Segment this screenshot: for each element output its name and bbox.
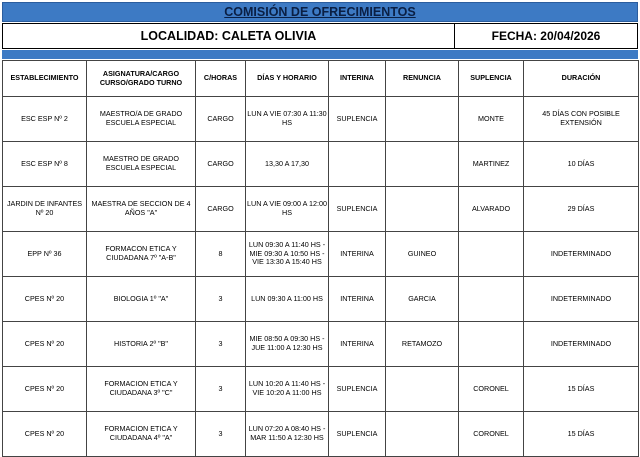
cell-dias-horario: LUN A VIE 09:00 A 12:00 HS	[246, 187, 329, 232]
cell-asignatura: FORMACION ETICA Y CIUDADANA 3º "C"	[87, 367, 196, 412]
table-row	[3, 232, 639, 277]
cell-asignatura: BIOLOGIA 1º "A"	[87, 277, 196, 322]
cell-horas: 3	[196, 412, 246, 457]
info-row	[2, 23, 638, 49]
cell-suplencia	[459, 322, 524, 367]
cell-renuncia	[386, 97, 459, 142]
localidad-label: LOCALIDAD: CALETA OLIVIA	[3, 24, 455, 48]
cell-horas: 3	[196, 367, 246, 412]
page-title: COMISIÓN DE OFRECIMIENTOS	[224, 5, 416, 19]
col-header-renuncia: RENUNCIA	[386, 61, 459, 97]
cell-renuncia	[386, 142, 459, 187]
cell-renuncia: GUINEO	[386, 232, 459, 277]
table-header-row	[3, 61, 639, 97]
cell-horas: 8	[196, 232, 246, 277]
cell-suplencia: MONTE	[459, 97, 524, 142]
cell-duracion: INDETERMINADO	[524, 322, 639, 367]
col-header-dias-horario: DÍAS Y HORARIO	[246, 61, 329, 97]
cell-horas: CARGO	[196, 187, 246, 232]
col-header-asignatura: ASIGNATURA/CARGO CURSO/GRADO TURNO	[87, 61, 196, 97]
cell-horas: 3	[196, 277, 246, 322]
fecha-label: FECHA: 20/04/2026	[491, 29, 601, 43]
title-bar	[2, 2, 638, 22]
cell-horas: CARGO	[196, 97, 246, 142]
cell-duracion: INDETERMINADO	[524, 232, 639, 277]
cell-duracion: 29 DÍAS	[524, 187, 639, 232]
cell-suplencia: MARTINEZ	[459, 142, 524, 187]
col-header-interina: INTERINA	[329, 61, 386, 97]
cell-asignatura: FORMACON ETICA Y CIUDADANA 7º "A-B"	[87, 232, 196, 277]
cell-horas: 3	[196, 322, 246, 367]
cell-interina: SUPLENCIA	[329, 97, 386, 142]
cell-asignatura: MAESTRO/A DE GRADO ESCUELA ESPECIAL	[87, 97, 196, 142]
cell-duracion: INDETERMINADO	[524, 277, 639, 322]
col-header-horas: C/HORAS	[196, 61, 246, 97]
cell-dias-horario: 13,30 A 17,30	[246, 142, 329, 187]
cell-interina: INTERINA	[329, 322, 386, 367]
cell-renuncia	[386, 412, 459, 457]
cell-asignatura: MAESTRO DE GRADO ESCUELA ESPECIAL	[87, 142, 196, 187]
cell-dias-horario: LUN A VIE 07:30 A 11:30 HS	[246, 97, 329, 142]
cell-dias-horario: LUN 09:30 A 11:00 HS	[246, 277, 329, 322]
table-row	[3, 277, 639, 322]
cell-duracion: 15 DÍAS	[524, 412, 639, 457]
cell-suplencia: CORONEL	[459, 367, 524, 412]
cell-dias-horario: LUN 07:20 A 08:40 HS - MAR 11:50 A 12:30 HS	[246, 412, 329, 457]
table-row	[3, 412, 639, 457]
cell-interina: INTERINA	[329, 232, 386, 277]
cell-dias-horario: LUN 10:20 A 11:40 HS - VIE 10:20 A 11:00 HS	[246, 367, 329, 412]
cell-suplencia	[459, 277, 524, 322]
table-row	[3, 97, 639, 142]
cell-renuncia: GARCIA	[386, 277, 459, 322]
cell-suplencia: ALVARADO	[459, 187, 524, 232]
cell-interina: INTERINA	[329, 277, 386, 322]
cell-horas: CARGO	[196, 142, 246, 187]
cell-duracion: 15 DÍAS	[524, 367, 639, 412]
col-header-duracion: DURACIÓN	[524, 61, 639, 97]
cell-suplencia	[459, 232, 524, 277]
cell-establecimiento: EPP Nº 36	[3, 232, 87, 277]
cell-asignatura: HISTORIA 2º "B"	[87, 322, 196, 367]
header-band	[2, 50, 638, 59]
cell-dias-horario: LUN 09:30 A 11:40 HS - MIE 09:30 A 10:50 HS - VIE 13:30 A 15:40 HS	[246, 232, 329, 277]
cell-asignatura: FORMACION ETICA Y CIUDADANA 4º "A"	[87, 412, 196, 457]
cell-duracion: 10 DÍAS	[524, 142, 639, 187]
cell-renuncia: RETAMOZO	[386, 322, 459, 367]
cell-establecimiento: CPES Nº 20	[3, 367, 87, 412]
table-row	[3, 142, 639, 187]
col-header-establecimiento: ESTABLECIMIENTO	[3, 61, 87, 97]
cell-establecimiento: CPES Nº 20	[3, 412, 87, 457]
offers-table	[2, 60, 639, 457]
table-row	[3, 367, 639, 412]
cell-interina: SUPLENCIA	[329, 412, 386, 457]
table-row	[3, 187, 639, 232]
cell-renuncia	[386, 187, 459, 232]
cell-dias-horario: MIE 08:50 A 09:30 HS - JUE 11:00 A 12:30 HS	[246, 322, 329, 367]
table-row	[3, 322, 639, 367]
cell-asignatura: MAESTRA DE SECCION DE 4 AÑOS "A"	[87, 187, 196, 232]
cell-interina: SUPLENCIA	[329, 187, 386, 232]
cell-establecimiento: CPES Nº 20	[3, 277, 87, 322]
cell-establecimiento: JARDIN DE INFANTES Nº 20	[3, 187, 87, 232]
cell-establecimiento: ESC ESP Nº 8	[3, 142, 87, 187]
cell-duracion: 45 DÍAS CON POSIBLE EXTENSIÓN	[524, 97, 639, 142]
cell-renuncia	[386, 367, 459, 412]
cell-interina	[329, 142, 386, 187]
cell-establecimiento: CPES Nº 20	[3, 322, 87, 367]
cell-interina: SUPLENCIA	[329, 367, 386, 412]
cell-establecimiento: ESC ESP Nº 2	[3, 97, 87, 142]
cell-suplencia: CORONEL	[459, 412, 524, 457]
col-header-suplencia: SUPLENCIA	[459, 61, 524, 97]
